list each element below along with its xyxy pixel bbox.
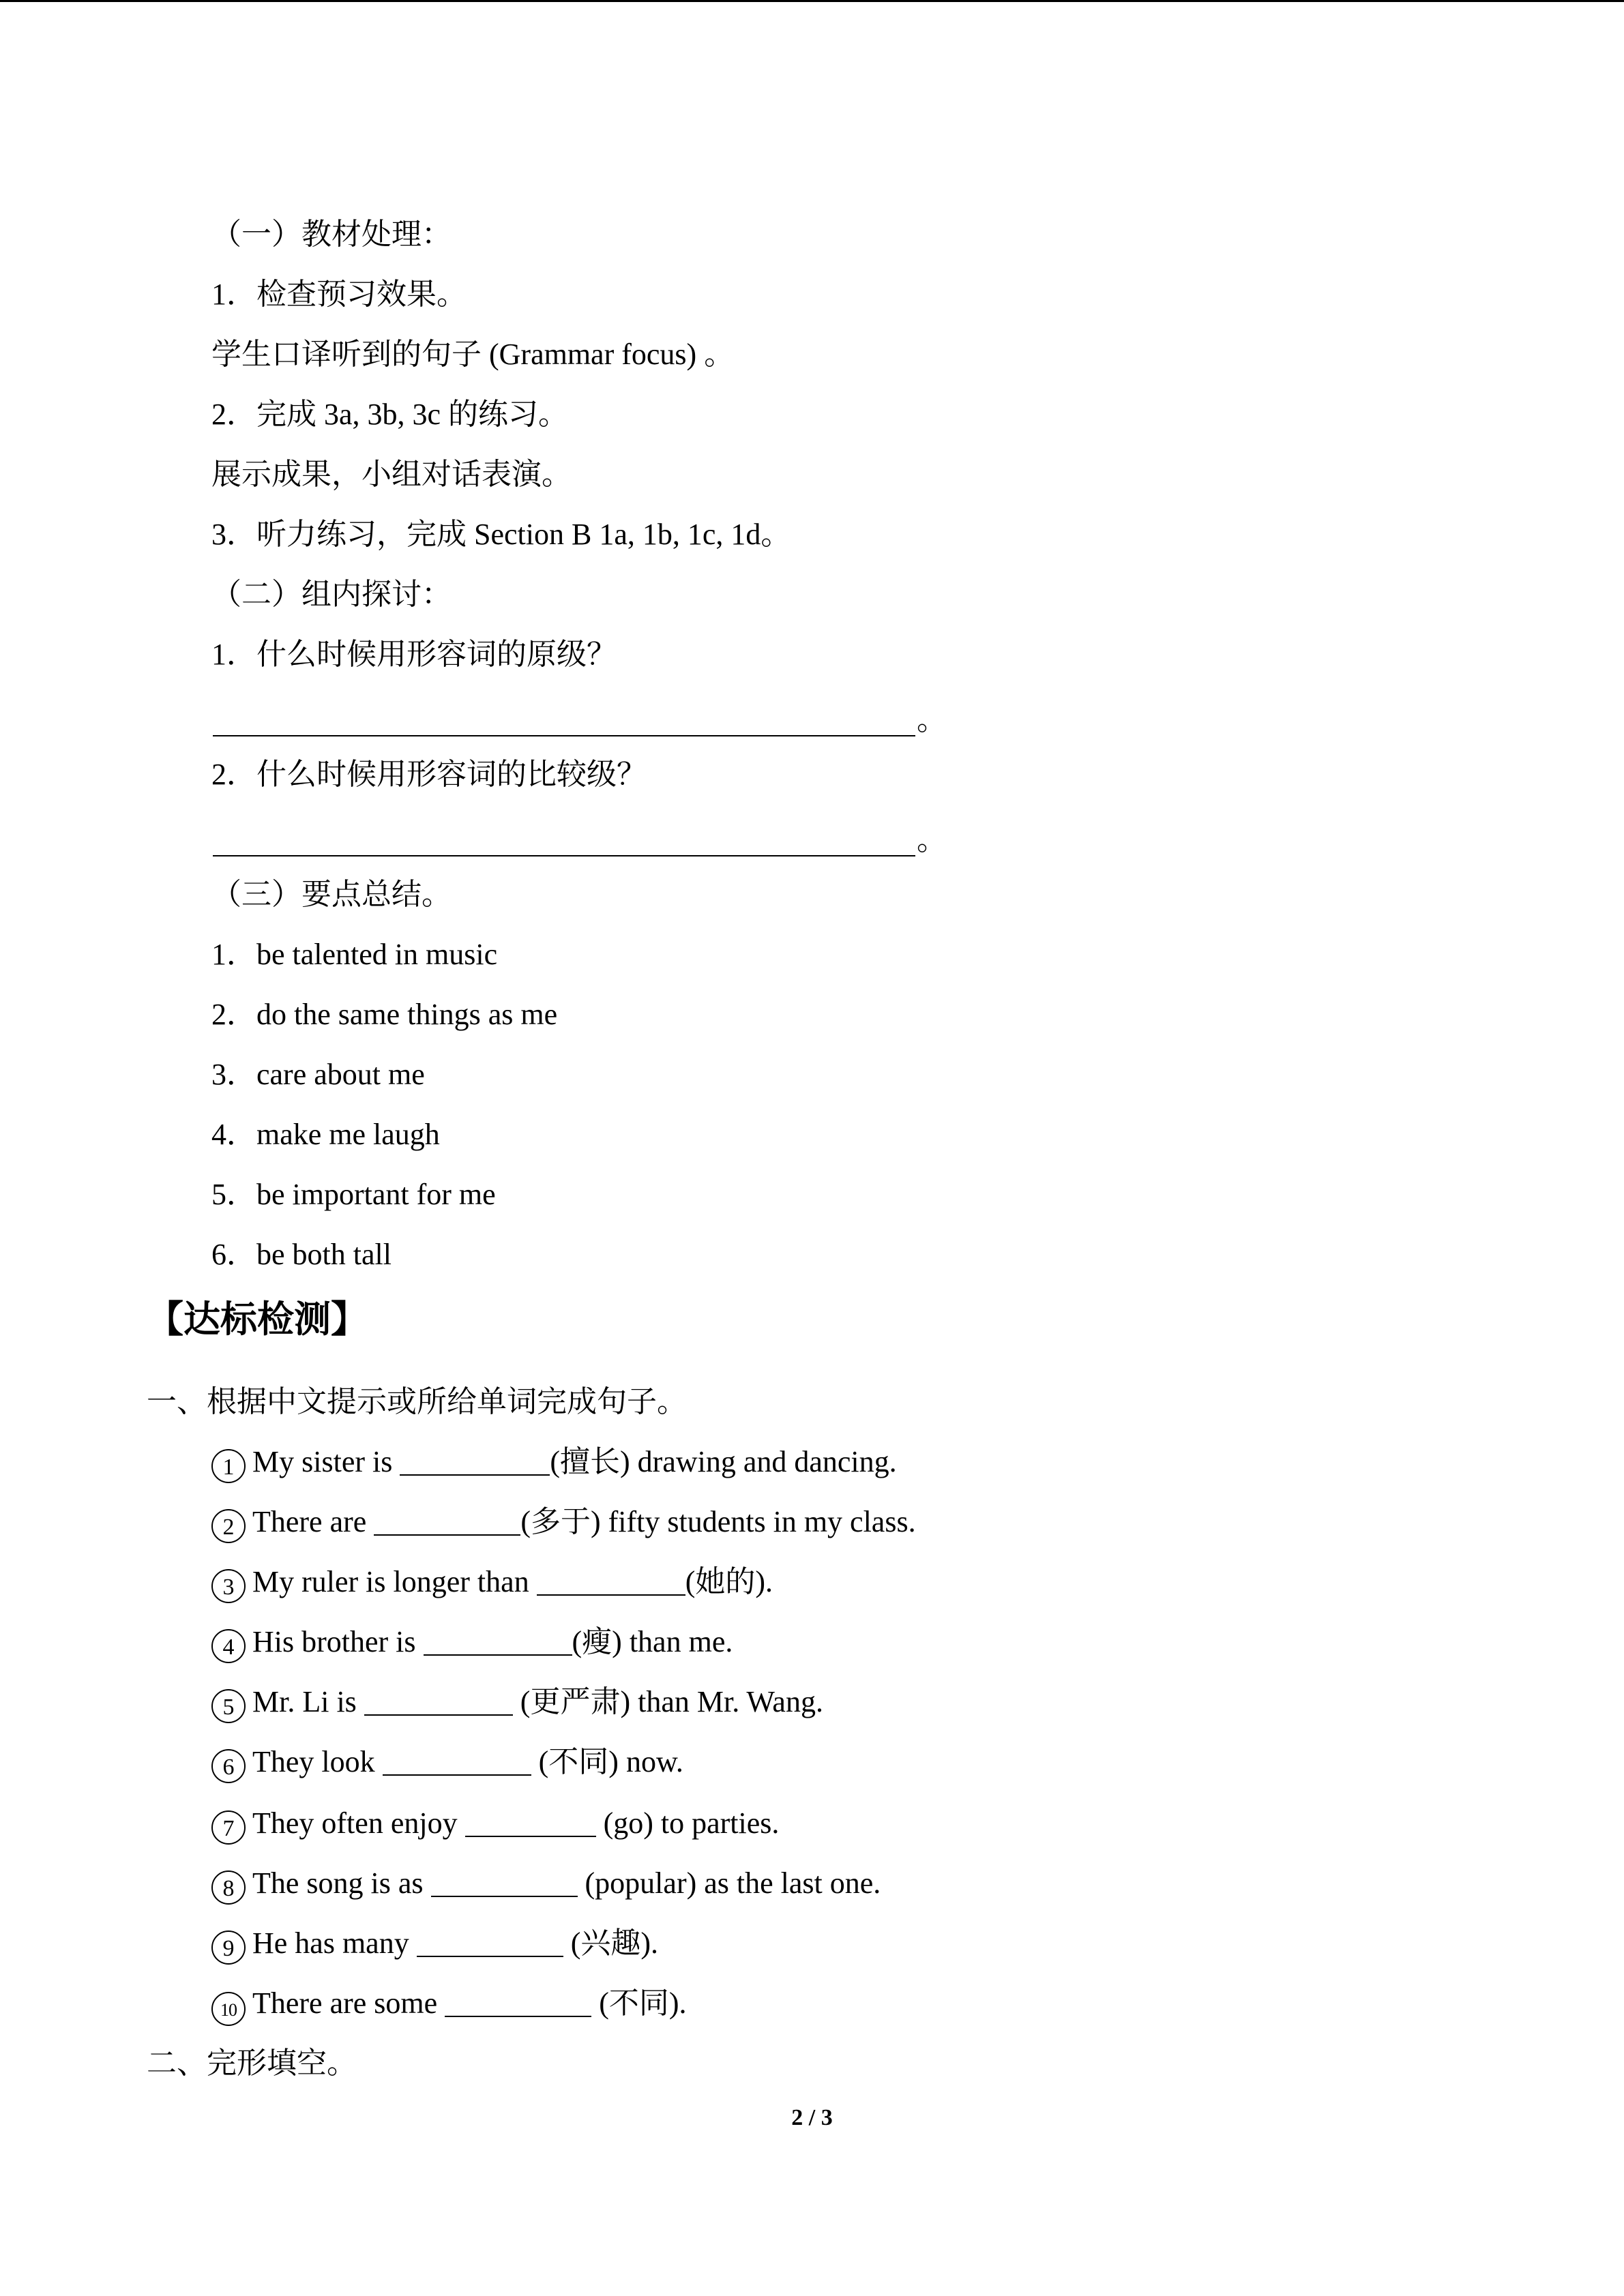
summary-item: 2．do the same things as me [211, 998, 558, 1031]
fill-blank[interactable] [465, 1808, 596, 1837]
item-number-circle: 8 [211, 1870, 246, 1905]
sentence-start: Mr. Li is [252, 1685, 364, 1718]
item-number-circle: 9 [211, 1930, 246, 1965]
item-number-circle: 10 [211, 1992, 246, 2026]
sentence-end: (多于) fifty students in my class. [520, 1505, 916, 1538]
sentence-start: My sister is [252, 1445, 400, 1478]
sentence-end: (兴趣). [563, 1926, 659, 1960]
section1-item: 1．检查预习效果。 [211, 278, 467, 311]
summary-item: 1．be talented in music [211, 938, 498, 971]
section1-item: 学生口译听到的句子 (Grammar focus) 。 [211, 338, 735, 371]
page-number: 2 / 3 [791, 2105, 833, 2130]
sentence-start: They look [252, 1745, 383, 1778]
fill-blank[interactable] [424, 1627, 572, 1656]
fill-blank[interactable] [417, 1928, 563, 1957]
answer-underline [213, 735, 915, 736]
sentence-end: (更严肃) than Mr. Wang. [512, 1685, 823, 1718]
fill-blank[interactable] [537, 1567, 685, 1596]
section2-title: （二）组内探讨： [211, 578, 452, 611]
exercise-item [211, 1803, 779, 1845]
exercise-item [211, 1742, 683, 1783]
answer-period: 。 [917, 823, 947, 856]
sentence-end: (擅长) drawing and dancing. [550, 1445, 897, 1478]
exercise-item [211, 1442, 897, 1483]
fill-blank[interactable] [400, 1447, 550, 1476]
item-number-circle: 1 [211, 1449, 246, 1483]
sentence-start: He has many [252, 1926, 417, 1960]
exercise-item [211, 1983, 687, 2026]
item-number-circle: 3 [211, 1569, 246, 1603]
sentence-start: There are [252, 1505, 374, 1538]
item-number-circle: 6 [211, 1749, 246, 1783]
exercise-item [211, 1682, 823, 1723]
fill-blank[interactable] [445, 1988, 591, 2017]
part1-title: 一、根据中文提示或所给单词完成句子。 [147, 1385, 687, 1418]
answer-underline [213, 855, 915, 856]
sentence-end: (popular) as the last one. [577, 1866, 881, 1900]
sentence-end: (瘦) than me. [572, 1625, 733, 1658]
item-number-circle: 2 [211, 1509, 246, 1543]
sentence-end: (她的). [685, 1565, 773, 1598]
section1-item: 3．听力练习，完成 Section B 1a, 1b, 1c, 1d。 [211, 518, 791, 551]
part2-title: 二、完形填空。 [147, 2046, 357, 2080]
top-border-rule [0, 0, 1624, 2]
sentence-end: (不同) now. [531, 1745, 683, 1778]
fill-blank[interactable] [431, 1868, 578, 1897]
exercise-item [211, 1863, 881, 1905]
sentence-start: The song is as [252, 1866, 431, 1900]
section1-item: 展示成果，小组对话表演。 [211, 458, 572, 491]
fill-blank[interactable] [374, 1507, 520, 1536]
section3-title: （三）要点总结。 [211, 878, 452, 911]
exercise-item [211, 1562, 773, 1603]
fill-blank[interactable] [364, 1687, 513, 1716]
exercise-item [211, 1923, 658, 1965]
sentence-start: There are some [252, 1986, 445, 2020]
fill-blank[interactable] [383, 1747, 531, 1776]
sentence-end: (不同). [591, 1986, 687, 2020]
summary-item: 6．be both tall [211, 1238, 392, 1271]
item-number-circle: 5 [211, 1689, 246, 1723]
sentence-start: My ruler is longer than [252, 1565, 537, 1598]
summary-item: 4．make me laugh [211, 1118, 440, 1151]
summary-item: 5．be important for me [211, 1178, 496, 1211]
section1-title: （一）教材处理： [211, 218, 452, 251]
item-number-circle: 7 [211, 1810, 246, 1845]
section2-question-1: 1．什么时候用形容词的原级？ [211, 638, 617, 671]
exercise-item [211, 1502, 916, 1543]
answer-period: 。 [917, 703, 947, 736]
summary-item: 3．care about me [211, 1058, 425, 1091]
section2-question-2: 2．什么时候用形容词的比较级？ [211, 758, 647, 791]
sentence-start: His brother is [252, 1625, 424, 1658]
item-number-circle: 4 [211, 1629, 246, 1663]
section1-item: 2．完成 3a, 3b, 3c 的练习。 [211, 398, 569, 431]
sentence-end: (go) to parties. [595, 1806, 780, 1840]
sentence-start: They often enjoy [252, 1806, 465, 1840]
check-heading: 【达标检测】 [147, 1298, 368, 1341]
exercise-item [211, 1622, 733, 1663]
